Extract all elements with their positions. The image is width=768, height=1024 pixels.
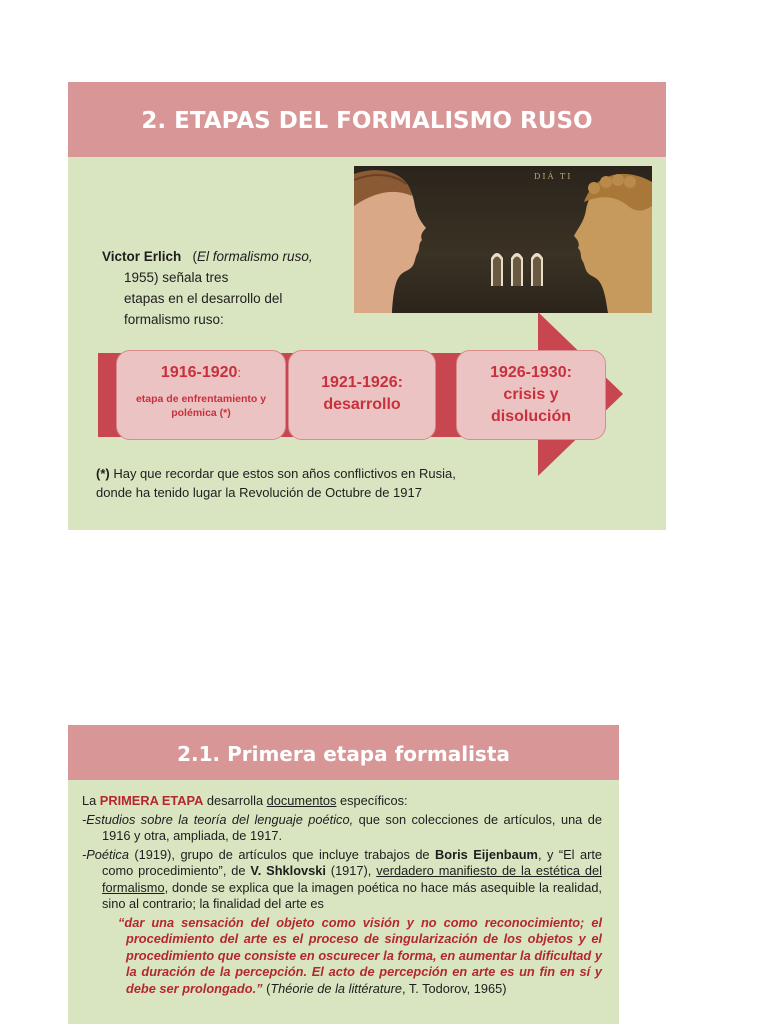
lead-paragraph bbox=[82, 793, 602, 810]
intro-line-1: 1955) señala tres bbox=[124, 270, 229, 285]
timeline-arrow bbox=[68, 82, 666, 530]
citation-rest: , T. Todorov, 1965) bbox=[401, 980, 507, 996]
stage-1926-1930 bbox=[456, 350, 606, 440]
item-text: , donde se explica que la imagen poética no hace más asequible la realidad, sino al contrario; la finalidad del arte es bbox=[102, 879, 602, 911]
stage-years: 1921-1926: bbox=[321, 374, 403, 391]
book-title: El formalismo ruso, bbox=[197, 249, 313, 264]
stage-description: desarrollo bbox=[323, 396, 401, 413]
footnote-line-2: donde ha tenido lugar la Revolución de Octubre de 1917 bbox=[96, 485, 422, 500]
stage-years: 1916-1920 bbox=[160, 364, 238, 381]
quotation bbox=[82, 915, 602, 998]
item-text: que son colecciones de artículos, una de 1916 y otra, ampliada, de 1917. bbox=[102, 811, 603, 843]
lead-text: La bbox=[82, 793, 100, 808]
slide-title: 2. ETAPAS DEL FORMALISMO RUSO bbox=[68, 82, 666, 157]
lead-post: específicos: bbox=[336, 793, 408, 808]
item-text: (1917), bbox=[325, 863, 377, 878]
citation-open: ( bbox=[262, 980, 271, 996]
stage-colon: : bbox=[237, 365, 242, 380]
stage-description-line-2: disolución bbox=[491, 408, 571, 425]
intro-line-3: formalismo ruso: bbox=[124, 312, 224, 327]
footnote bbox=[96, 464, 506, 502]
author-name: Boris Eijenbaum bbox=[435, 846, 538, 862]
lead-underlined: documentos bbox=[266, 793, 337, 808]
slide-primera-etapa bbox=[68, 725, 619, 1024]
footnote-mark: (*) bbox=[96, 466, 110, 481]
painting-label: DIÁ TI bbox=[534, 172, 573, 181]
stage-years: 1926-1930: bbox=[490, 364, 572, 381]
citation bbox=[263, 981, 507, 996]
item-text: (1919), grupo de artículos que incluye trabajos de bbox=[128, 846, 436, 862]
open-paren: ( bbox=[192, 249, 198, 264]
stage-1921-1926 bbox=[288, 350, 436, 440]
list-item bbox=[82, 812, 602, 845]
item-title: -Estudios sobre la teoría del lenguaje poético, bbox=[82, 811, 354, 827]
slide-body bbox=[82, 793, 602, 999]
slide-etapas bbox=[68, 82, 666, 530]
lead-mid: desarrolla bbox=[203, 793, 267, 808]
stage-description-line-1: crisis y bbox=[503, 386, 559, 403]
author-name: V. Shklovski bbox=[250, 863, 326, 878]
list-item bbox=[82, 847, 602, 913]
intro-line-2: etapas en el desarrollo del bbox=[124, 291, 283, 306]
stage-1916-1920 bbox=[116, 350, 286, 440]
citation-title: Théorie de la littérature bbox=[270, 980, 402, 996]
item-text: , y “El arte como procedimiento”, de bbox=[102, 846, 602, 878]
footnote-line-1: Hay que recordar que estos son años conflictivos en Rusia, bbox=[109, 466, 456, 481]
item-title: -Poética bbox=[82, 846, 129, 862]
slide-title: 2.1. Primera etapa formalista bbox=[68, 725, 619, 780]
manifesto-text: verdadero manifiesto de la estética del formalismo bbox=[102, 863, 602, 895]
lead-strong: PRIMERA ETAPA bbox=[99, 793, 204, 808]
quote-text: “dar una sensación del objeto como visión y no como reconocimiento; el procedimiento del arte es el proceso de singularización de los objetos y el procedimiento que consiste en oscurecer la forma, en aumentar la dificultad y la duración de la percepción. El acto de percepción en arte es un fin en sí y debe ser prolongado.” bbox=[118, 914, 602, 996]
stage-description: etapa de enfrentamiento y polémica (*) bbox=[135, 393, 267, 419]
author-name: Victor Erlich bbox=[102, 249, 182, 264]
